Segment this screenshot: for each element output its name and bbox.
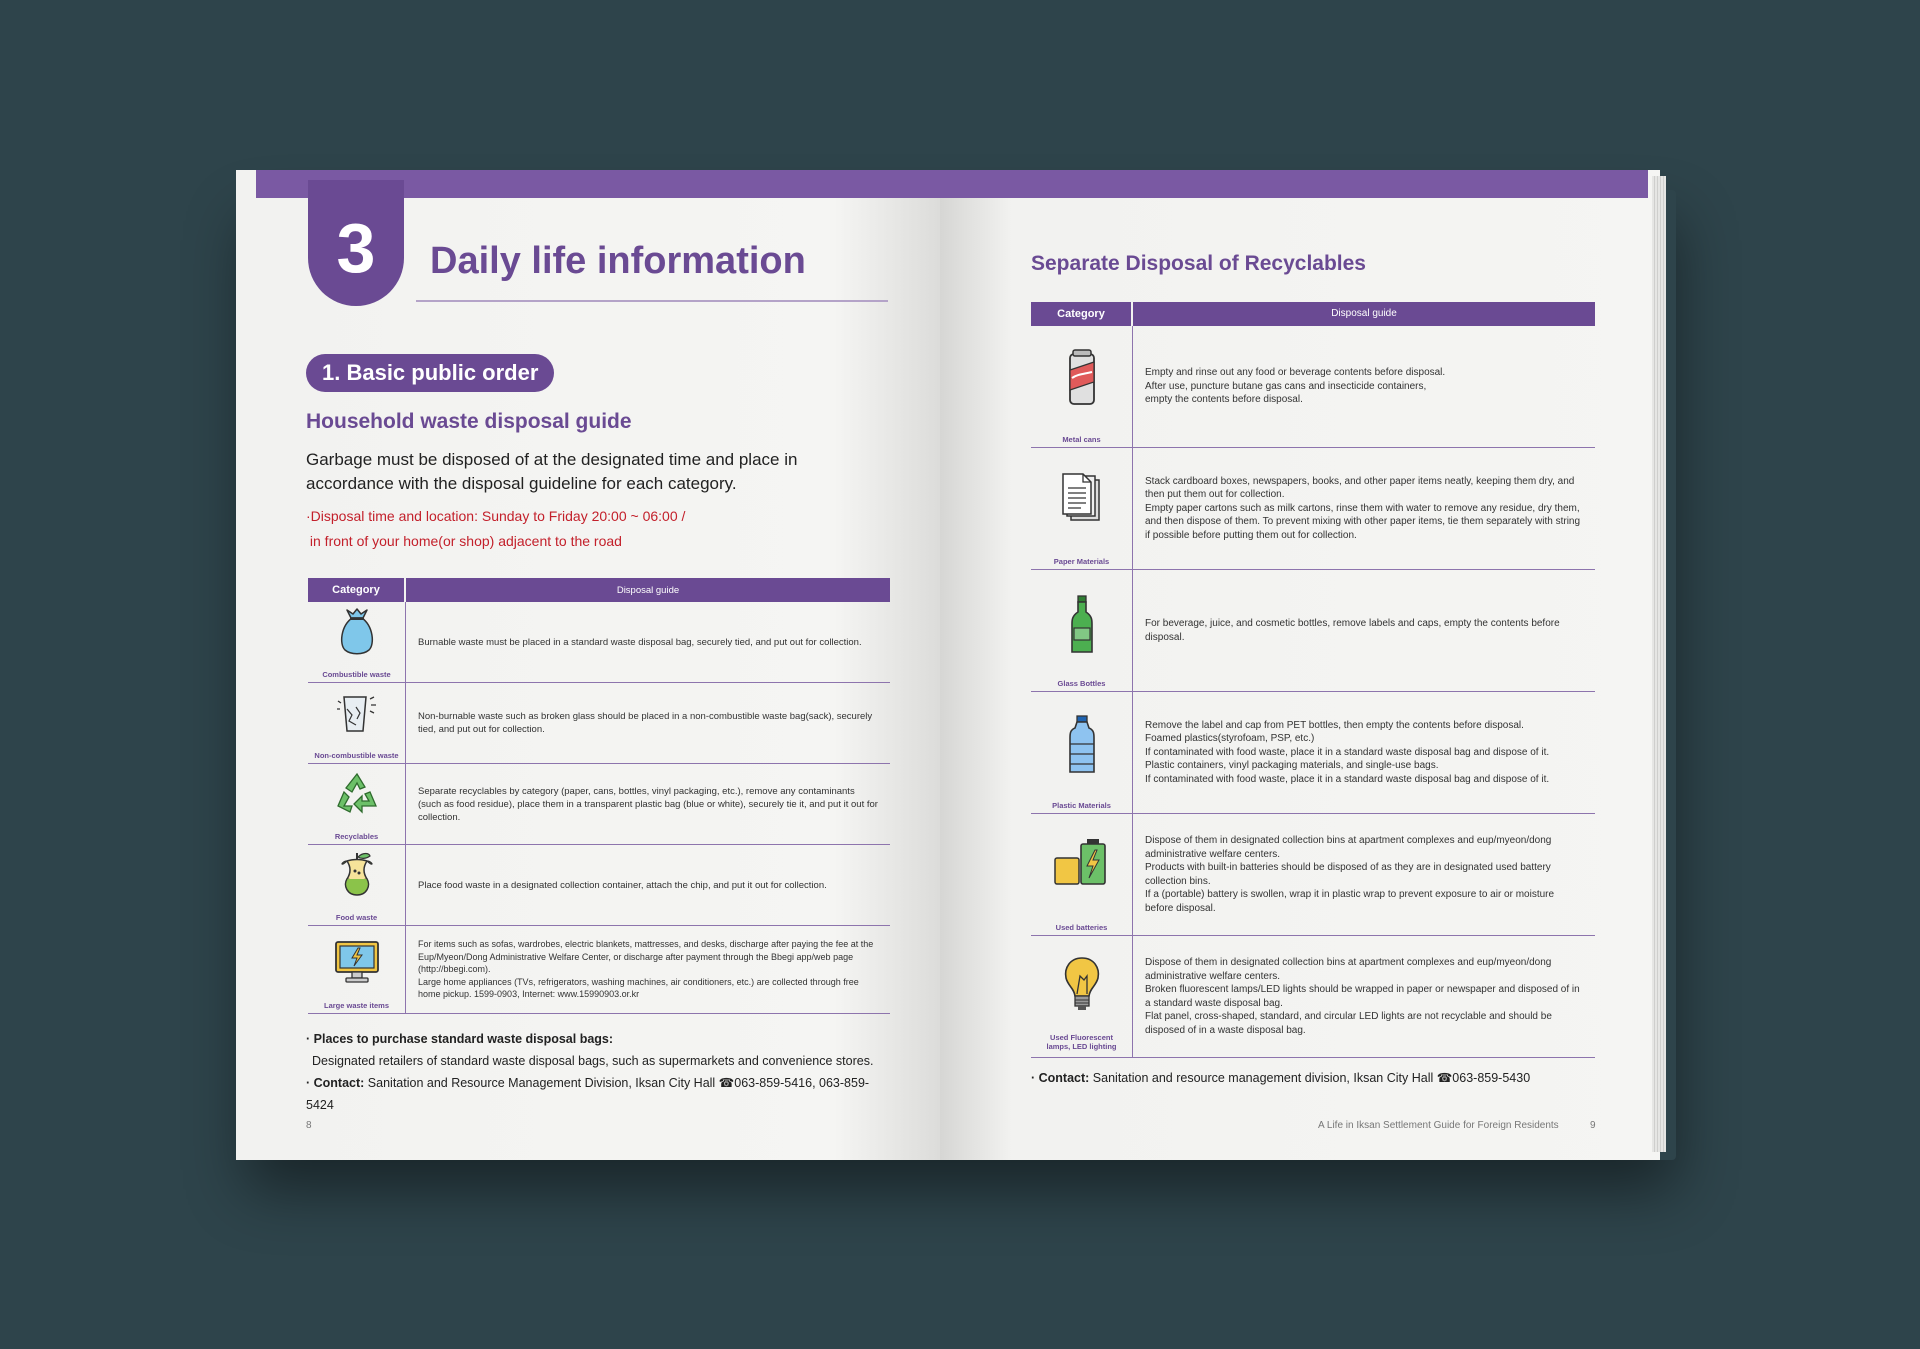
guide-text: Stack cardboard boxes, newspapers, books, and other paper items neatly, keeping them dry, and then put them out for collection. Empty paper cartons such as milk cartons, rinse them with water to remove any residue, dry them, and then dispose of them. To prevent mixing with other paper items, tie them separately with string if possible before putting them out for collection. — [1145, 475, 1581, 541]
category-label: Food waste — [335, 913, 378, 922]
guide-text: Empty and rinse out any food or beverage contents before disposal. After use, puncture butane gas cans and insecticide containers, empty the contents before disposal. — [1145, 367, 1446, 406]
contact-text: Sanitation and Resource Management Division, Iksan City Hall ☎063-859-5416, 063-859-5424 — [306, 1076, 870, 1112]
category-label: Used Fluorescent lamps, LED lighting — [1046, 1033, 1117, 1051]
category-cell — [308, 764, 406, 844]
header-category: Category — [308, 578, 406, 602]
light-bulb-icon — [1062, 956, 1102, 1014]
table-row — [308, 602, 890, 683]
category-cell — [1031, 936, 1133, 1057]
header-guide: Disposal guide — [616, 584, 680, 596]
contact-label: · Contact: — [306, 1076, 365, 1090]
top-band — [940, 170, 1648, 198]
category-cell — [308, 926, 406, 1013]
guide-cell — [406, 602, 890, 682]
guide-text: Separate recyclables by category (paper, cans, bottles, vinyl packaging, etc.), remove any contaminants (such as food residue), place them in a transparent plastic bag (blue or white), securely tie it, and put it out for collection. — [418, 785, 878, 823]
guide-cell — [1133, 448, 1595, 569]
header-guide: Disposal guide — [1331, 308, 1397, 320]
category-label: Glass Bottles — [1057, 679, 1106, 688]
table-row — [1031, 936, 1595, 1058]
guide-cell — [1133, 814, 1595, 935]
category-cell — [308, 602, 406, 682]
guide-text: Non-burnable waste such as broken glass should be placed in a non-combustible waste bag(sack), securely tied, and put out for collection. — [418, 711, 873, 735]
table-row — [1031, 326, 1595, 448]
title-divider — [416, 300, 888, 302]
waste-disposal-table — [308, 578, 890, 1014]
places-label: · Places to purchase standard waste disposal bags: — [306, 1032, 614, 1046]
guide-cell — [1133, 692, 1595, 813]
can-icon — [1062, 348, 1102, 408]
page-number: 8 — [306, 1120, 312, 1131]
monitor-icon — [332, 938, 382, 986]
paper-stack-icon — [1059, 470, 1105, 526]
table-row — [1031, 814, 1595, 936]
page-title: Separate Disposal of Recyclables — [1031, 252, 1366, 275]
recyclables-table — [1031, 302, 1595, 1058]
category-label: Large waste items — [323, 1001, 390, 1010]
guide-text: Remove the label and cap from PET bottles, then empty the contents before disposal. Foamed plastics(styrofoam, PSP, etc.) If contaminated with food waste, place it in a standard waste disposal bag and dispose of it. Plastic containers, vinyl packaging materials, and single-use bags. If contaminated with food waste, place it in a standard waste disposal bag and dispose of it. — [1145, 719, 1550, 785]
guide-cell — [1133, 936, 1595, 1057]
category-cell — [1031, 570, 1133, 691]
left-page — [236, 170, 940, 1160]
category-label: Paper Materials — [1053, 557, 1110, 566]
recycle-icon — [334, 770, 380, 816]
chapter-number-tab: 3 — [308, 180, 404, 306]
plastic-bottle-icon — [1066, 714, 1098, 776]
category-cell — [1031, 692, 1133, 813]
guide-cell — [406, 764, 890, 844]
guide-text: For beverage, juice, and cosmetic bottles, remove labels and caps, empty the contents before disposal. — [1145, 618, 1560, 643]
category-label: Metal cans — [1062, 435, 1101, 444]
category-label: Used batteries — [1055, 923, 1108, 932]
category-cell — [1031, 814, 1133, 935]
contact-line — [1031, 1070, 1530, 1085]
category-label: Recyclables — [334, 832, 379, 841]
category-cell — [308, 683, 406, 763]
glass-bottle-icon — [1067, 594, 1097, 656]
guide-cell — [406, 845, 890, 925]
intro-text: Garbage must be disposed of at the designated time and place in accordance with the disposal guideline for each category. — [306, 450, 798, 493]
category-label: Combustible waste — [322, 670, 391, 679]
guide-text: For items such as sofas, wardrobes, electric blankets, mattresses, and desks, discharge after paying the fee at the Eup/Myeon/Dong Administrative Welfare Center, or discharge after payment through the Bbegi app/web page (http://bbegi.com). Large home appliances (TVs, refrigerators, washing machines, air conditioners, etc.) are collected through free home pickup. 1599-0903, Internet: www.15990903.or.kr — [418, 939, 874, 1000]
table-row — [1031, 448, 1595, 570]
notes-block — [306, 1028, 896, 1116]
battery-icon — [1053, 836, 1111, 888]
table-row — [1031, 692, 1595, 814]
guide-text: Burnable waste must be placed in a standard waste disposal bag, securely tied, and put out for collection. — [418, 636, 862, 648]
disposal-time-note — [306, 504, 866, 554]
disposal-note-line: ·Disposal time and location: Sunday to Friday 20:00 ~ 06:00 / — [306, 508, 686, 524]
guide-text: Dispose of them in designated collection bins at apartment complexes and eup/myeon/dong administrative welfare centers. Broken fluorescent lamps/LED lights should be wrapped in paper or newspaper and disposed of in a standard waste disposal bag. Flat panel, cross-shaped, standard, and circular LED lights are not recyclable and should be disposed of in a waste disposal bag. — [1145, 957, 1580, 1036]
table-row — [1031, 570, 1595, 692]
category-label: Plastic Materials — [1052, 801, 1111, 810]
places-text: Designated retailers of standard waste disposal bags, such as supermarkets and convenience stores. — [312, 1054, 874, 1068]
category-cell — [1031, 448, 1133, 569]
disposal-note-line: in front of your home(or shop) adjacent to the road — [306, 533, 622, 549]
chapter-title: Daily life information — [430, 240, 806, 282]
table-header — [1031, 302, 1595, 326]
broken-glass-icon — [334, 689, 380, 735]
contact-line — [306, 1072, 896, 1116]
page-number: 9 — [1590, 1120, 1596, 1131]
guide-cell — [1133, 570, 1595, 691]
guide-text: Dispose of them in designated collection bins at apartment complexes and eup/myeon/dong administrative welfare centers. Products with built-in batteries should be disposed of as they are in designated used battery collection bins. If a (portable) battery is swollen, wrap it in plastic wrap to prevent exposure to air or moisture before disposal. — [1145, 835, 1555, 914]
contact-label: · Contact: — [1031, 1071, 1090, 1085]
category-cell — [308, 845, 406, 925]
contact-text: Sanitation and resource management division, Iksan City Hall ☎063-859-5430 — [1089, 1071, 1531, 1085]
garbage-bag-icon — [337, 608, 377, 656]
table-row — [308, 845, 890, 926]
section-pill: 1. Basic public order — [306, 354, 554, 392]
header-category: Category — [1031, 302, 1133, 326]
table-header — [308, 578, 890, 602]
category-label: Non-combustible waste — [314, 751, 399, 760]
page-edge — [1652, 176, 1666, 1152]
right-page — [940, 170, 1660, 1160]
apple-core-icon — [337, 851, 377, 899]
subheading: Household waste disposal guide — [306, 410, 632, 433]
table-row — [308, 926, 890, 1014]
footer-text: A Life in Iksan Settlement Guide for Foreign Residents — [1318, 1120, 1559, 1131]
table-row — [308, 764, 890, 845]
category-cell — [1031, 326, 1133, 447]
guide-cell — [1133, 326, 1595, 447]
guide-text: Place food waste in a designated collection container, attach the chip, and put it out for collection. — [418, 879, 827, 891]
guide-cell — [406, 683, 890, 763]
table-row — [308, 683, 890, 764]
guide-cell — [406, 926, 890, 1013]
